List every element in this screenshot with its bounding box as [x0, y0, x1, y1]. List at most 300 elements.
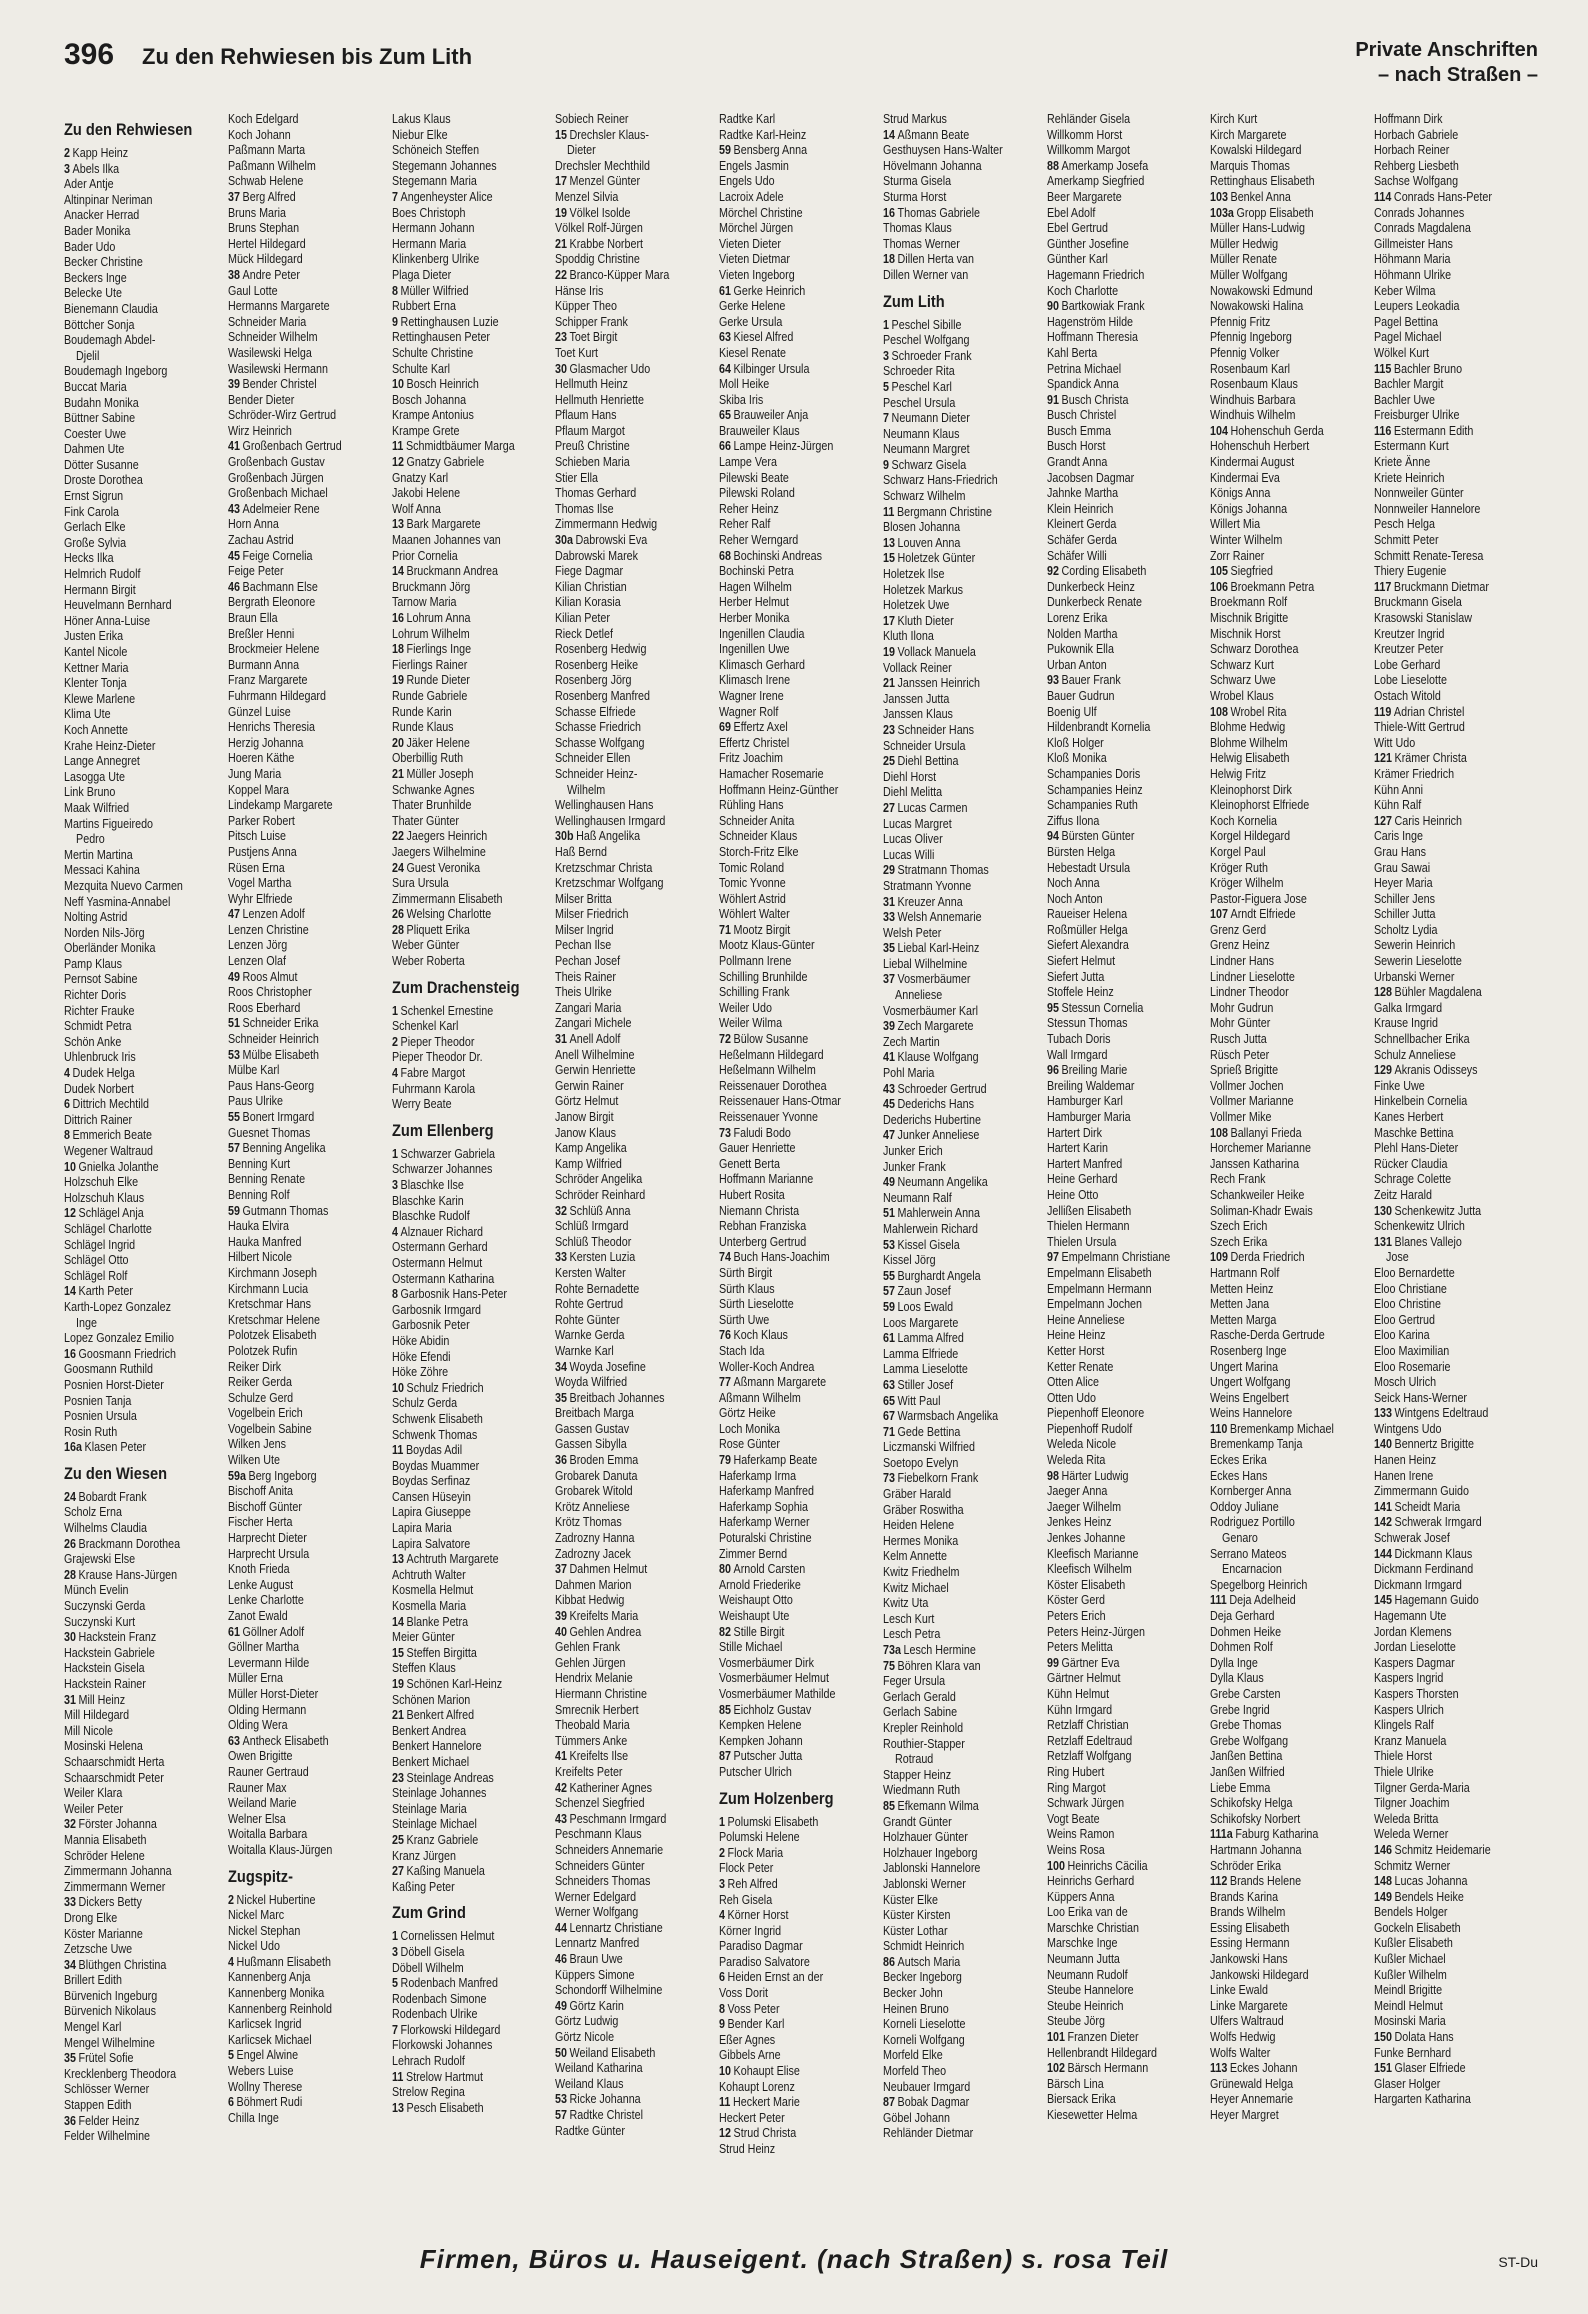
- resident-entry: [392, 1459, 551, 1475]
- resident-entry: [64, 754, 223, 770]
- street-heading: Zu den Rehwiesen: [64, 120, 193, 139]
- resident-entry: [1047, 1703, 1206, 1719]
- resident-entry: [555, 1827, 714, 1843]
- resident-entry: [883, 442, 1042, 458]
- resident-name: Ebel Gertrud: [1046, 221, 1108, 236]
- resident-name: Wölkel Kurt: [1374, 345, 1430, 360]
- resident-name: Bartkowiak Frank: [1061, 299, 1145, 314]
- resident-name: Göllner Adolf: [242, 1624, 304, 1639]
- resident-name: Rodenbach Manfred: [400, 1976, 498, 1991]
- resident-name: Roßmüller Helga: [1046, 922, 1128, 937]
- resident-entry: [555, 1593, 714, 1609]
- resident-entry: [1210, 658, 1369, 674]
- resident-name: Jablonski Werner: [882, 1876, 966, 1891]
- resident-name: Tilgner Joachim: [1374, 1796, 1450, 1811]
- resident-name: Königs Johanna: [1210, 501, 1288, 516]
- resident-name: Braun Ella: [227, 611, 278, 625]
- resident-entry: [64, 536, 223, 552]
- resident-entry: [64, 2051, 223, 2067]
- resident-name: Reh Alfred: [727, 1876, 778, 1891]
- resident-name: Olding Hermann: [227, 1702, 307, 1717]
- resident-entry: [1047, 2030, 1206, 2046]
- house-number: 23: [555, 330, 568, 345]
- house-number: 61: [227, 1624, 240, 1639]
- resident-entry: [1047, 985, 1206, 1001]
- resident-name: Rusch Jutta: [1210, 1032, 1268, 1047]
- resident-name: Siefert Alexandra: [1046, 938, 1129, 953]
- resident-entry: [392, 1082, 551, 1098]
- resident-entry: [1374, 1282, 1533, 1298]
- resident-name: Piepenhoff Rudolf: [1046, 1421, 1132, 1436]
- resident-entry: [1210, 1578, 1369, 1594]
- resident-name: Eloo Christiane: [1374, 1281, 1448, 1296]
- resident-name: Mohr Gudrun: [1210, 1000, 1274, 1015]
- resident-entry: [228, 2064, 387, 2080]
- resident-name: Horn Anna: [227, 517, 279, 532]
- resident-name: Krecklenberg Theodora: [64, 2066, 177, 2081]
- resident-name: Jenkes Johanne: [1046, 1531, 1125, 1546]
- resident-entry: [392, 829, 551, 845]
- resident-name: Rosenberg Heike: [555, 657, 639, 672]
- resident-name: Schröder Reinhard: [555, 1187, 646, 1202]
- resident-entry: [883, 1534, 1042, 1550]
- house-number: 129: [1374, 1063, 1393, 1078]
- resident-name: Chilla Inge: [227, 2110, 279, 2125]
- resident-name: Weishaupt Otto: [719, 1593, 794, 1608]
- resident-name: Küppers Anna: [1046, 1889, 1115, 1904]
- resident-name: Böhmert Rudi: [236, 2095, 303, 2110]
- resident-entry: [883, 1970, 1042, 1986]
- resident-name: Bauer Frank: [1061, 673, 1121, 688]
- house-number: 59: [227, 1203, 240, 1218]
- resident-entry: [392, 751, 551, 767]
- resident-entry: [1374, 1936, 1533, 1952]
- resident-entry: [1374, 2014, 1533, 2030]
- resident-entry: [228, 408, 387, 424]
- house-number: 43: [227, 501, 240, 516]
- resident-name: Mahlerwein Anna: [897, 1206, 980, 1221]
- resident-name: Gibbels Arne: [719, 2048, 781, 2063]
- resident-entry: [883, 614, 1042, 630]
- resident-entry: [719, 1531, 878, 1547]
- resident-entry: [228, 221, 387, 237]
- resident-entry: [1210, 611, 1369, 627]
- house-number: 13: [391, 517, 404, 532]
- resident-name: Vogt Beate: [1046, 1811, 1100, 1826]
- resident-entry: [555, 1968, 714, 1984]
- resident-entry: [392, 767, 551, 783]
- resident-entry: [64, 380, 223, 396]
- resident-entry: [1374, 923, 1533, 939]
- resident-name: Rohte Günter: [555, 1312, 620, 1327]
- resident-name: Theobald Maria: [555, 1718, 631, 1733]
- resident-name: Berg Alfred: [242, 189, 296, 204]
- resident-name: Vosmerbäumer Dirk: [719, 1655, 815, 1670]
- resident-entry: [1210, 1671, 1369, 1687]
- resident-entry: [1210, 2108, 1369, 2124]
- resident-name: Heyer Maria: [1374, 876, 1433, 891]
- resident-name: Grandt Anna: [1046, 455, 1108, 470]
- resident-entry: [555, 143, 719, 159]
- resident-entry: [883, 848, 1042, 864]
- resident-name: Louven Anna: [897, 535, 961, 550]
- resident-entry: [392, 861, 551, 877]
- resident-name: Kilian Korasia: [555, 595, 622, 610]
- resident-entry: [883, 252, 1042, 268]
- resident-name: Dohmen Rolf: [1210, 1640, 1274, 1655]
- resident-name: Raueiser Helena: [1046, 907, 1127, 922]
- resident-entry: [555, 424, 714, 440]
- resident-entry: [228, 284, 387, 300]
- resident-entry: [228, 159, 387, 175]
- resident-entry: [719, 1126, 878, 1142]
- resident-name: Kriete Heinrich: [1374, 470, 1445, 485]
- resident-entry: [1047, 1016, 1206, 1032]
- house-number: 11: [882, 504, 895, 519]
- resident-entry: [1210, 1406, 1369, 1422]
- resident-name: Maak Wilfried: [64, 800, 130, 815]
- resident-name: Essing Elisabeth: [1210, 1920, 1290, 1935]
- resident-entry: [1047, 1048, 1206, 1064]
- resident-name: Schmitt Peter: [1374, 533, 1439, 548]
- resident-name: Großenbach Michael: [227, 486, 328, 501]
- house-number: 85: [719, 1702, 732, 1717]
- resident-name: Schlägel Charlotte: [64, 1221, 152, 1236]
- resident-name: Diehl Horst: [882, 769, 937, 784]
- resident-entry: [228, 1157, 387, 1173]
- resident-entry: [64, 629, 223, 645]
- resident-name: Wolfs Walter: [1210, 2045, 1271, 2060]
- resident-entry: [1210, 1204, 1369, 1220]
- resident-entry: [555, 580, 714, 596]
- resident-name: Schneider Hans: [897, 722, 974, 737]
- resident-name: Budahn Monika: [64, 395, 139, 410]
- resident-entry: [555, 471, 714, 487]
- resident-entry: [1210, 362, 1369, 378]
- resident-name: Lindner Theodor: [1210, 985, 1290, 1000]
- resident-name: Emmerich Beate: [72, 1128, 153, 1143]
- resident-name: Gerlach Elke: [64, 520, 126, 535]
- resident-entry: [228, 736, 387, 752]
- resident-entry: [1210, 1235, 1369, 1251]
- resident-name: Amerkamp Siegfried: [1046, 174, 1145, 189]
- resident-name: Werry Beate: [391, 1097, 452, 1112]
- resident-entry: [1047, 689, 1206, 705]
- resident-entry: [883, 1877, 1042, 1893]
- resident-entry: [228, 580, 387, 596]
- directory-columns: [64, 112, 1538, 2230]
- resident-name: Garbosnik Hans-Peter: [400, 1287, 507, 1302]
- resident-entry: [883, 489, 1042, 505]
- resident-entry: [392, 1708, 551, 1724]
- resident-entry: [883, 2111, 1042, 2127]
- resident-entry: [555, 393, 714, 409]
- resident-entry: [1210, 1843, 1369, 1859]
- resident-name: Schneider Wilhelm: [227, 330, 318, 345]
- resident-entry: [1210, 1781, 1369, 1797]
- resident-entry: [392, 408, 551, 424]
- house-number: 63: [227, 1733, 240, 1748]
- house-number: 20: [391, 735, 404, 750]
- resident-entry: [719, 2111, 878, 2127]
- resident-name: Schaarschmidt Herta: [64, 1754, 165, 1769]
- resident-entry: [64, 193, 223, 209]
- resident-entry: [1374, 1609, 1533, 1625]
- resident-entry: [392, 642, 551, 658]
- resident-name: Dillen Herta van: [897, 252, 974, 267]
- resident-name: Bark Margarete: [406, 517, 481, 532]
- resident-entry: [1047, 845, 1206, 861]
- resident-name: Boenig Ulf: [1046, 704, 1097, 719]
- resident-entry: [719, 2064, 878, 2080]
- resident-entry: [883, 1596, 1042, 1612]
- resident-entry: [719, 1001, 878, 1017]
- resident-entry: [392, 2023, 551, 2039]
- resident-name: Beer Margarete: [1046, 189, 1122, 204]
- resident-name: Pieper Theodor: [400, 1034, 475, 1049]
- resident-name: Buccat Maria: [64, 379, 127, 394]
- resident-entry: [1047, 393, 1206, 409]
- house-number: 7: [882, 411, 889, 426]
- resident-entry: [64, 1097, 223, 1113]
- resident-name: Henrichs Theresia: [227, 720, 315, 735]
- resident-name: Kühn Anni: [1374, 782, 1424, 797]
- house-number: 23: [391, 1770, 404, 1785]
- resident-entry: [883, 427, 1042, 443]
- resident-entry: [555, 362, 714, 378]
- resident-name: Korneli Wolfgang: [882, 2032, 965, 2047]
- resident-name: Gnatzy Gabriele: [406, 455, 484, 470]
- resident-entry: [555, 907, 714, 923]
- resident-name: Sewerin Lieselotte: [1374, 954, 1463, 969]
- resident-name: Krampe Antonius: [391, 408, 474, 423]
- resident-name: Benkel Anna: [1230, 189, 1292, 204]
- house-number: 32: [64, 1817, 76, 1832]
- resident-name: Andre Peter: [242, 267, 300, 282]
- resident-name: Dylla Klaus: [1210, 1671, 1265, 1686]
- resident-name: Gehlen Andrea: [569, 1624, 642, 1639]
- page-header: [64, 38, 1538, 108]
- resident-entry: [1374, 954, 1533, 970]
- resident-name: Adelmeier Rene: [242, 501, 320, 516]
- resident-entry: [883, 1019, 1042, 1035]
- resident-entry: [1210, 237, 1369, 253]
- resident-name: Kluth Ilona: [882, 629, 934, 644]
- house-number: 91: [1046, 392, 1059, 407]
- resident-name: Lenke August: [227, 1577, 293, 1592]
- resident-entry: [64, 1927, 223, 1943]
- resident-name: Nowakowski Edmund: [1210, 283, 1314, 298]
- resident-name: Steube Hannelore: [1046, 1983, 1134, 1998]
- resident-entry: [392, 424, 551, 440]
- resident-entry: [1374, 2061, 1533, 2077]
- resident-name: Stratmann Yvonne: [882, 878, 972, 893]
- resident-name: Kleinophorst Dirk: [1210, 782, 1293, 797]
- resident-entry: [392, 471, 551, 487]
- resident-name: Weiland Klaus: [555, 2076, 624, 2091]
- resident-entry: [64, 739, 223, 755]
- resident-entry: [883, 1316, 1042, 1332]
- resident-name: Bürsten Günter: [1061, 829, 1135, 844]
- resident-entry: [1374, 1718, 1533, 1734]
- resident-name: Pfennig Ingeborg: [1210, 330, 1293, 345]
- resident-entry: [1047, 1422, 1206, 1438]
- resident-name: Heßelmann Hildegard: [719, 1047, 824, 1062]
- resident-name: Karlicsek Ingrid: [227, 2017, 302, 2032]
- resident-entry: [1047, 1188, 1206, 1204]
- house-number: 61: [719, 283, 732, 298]
- resident-name: Aßmann Wilhelm: [719, 1390, 801, 1405]
- resident-entry: [555, 1469, 714, 1485]
- resident-name: Aßmann Margarete: [733, 1375, 827, 1390]
- resident-entry: [1210, 892, 1369, 908]
- resident-entry: [1047, 1562, 1206, 1578]
- resident-entry: [1374, 455, 1533, 471]
- resident-name: Kaßing Peter: [391, 1879, 455, 1894]
- resident-name: Karth Peter: [78, 1284, 133, 1299]
- directory-column: [1047, 112, 1211, 2230]
- resident-entry: [555, 533, 714, 549]
- resident-entry: [1374, 1313, 1533, 1329]
- resident-entry: [1047, 611, 1206, 627]
- resident-name: Seick Hans-Werner: [1374, 1390, 1468, 1405]
- resident-name: Lakus Klaus: [391, 112, 451, 126]
- resident-entry: [1374, 1422, 1533, 1438]
- resident-name: Blosen Johanna: [882, 520, 961, 535]
- resident-entry: [1047, 1032, 1206, 1048]
- resident-name: Ulfers Waltraud: [1210, 2014, 1285, 2029]
- resident-name: Willert Mia: [1210, 517, 1261, 532]
- resident-entry: [555, 642, 714, 658]
- resident-entry: [64, 1191, 223, 1207]
- resident-entry: [719, 1282, 878, 1298]
- resident-entry: [883, 1503, 1042, 1519]
- resident-entry: [228, 143, 387, 159]
- house-number: 21: [391, 766, 404, 781]
- resident-name: Schulte Christine: [391, 345, 473, 360]
- resident-entry: [392, 1786, 551, 1802]
- resident-name: Lohrum Wilhelm: [391, 626, 470, 641]
- resident-name: Jose: [1386, 1250, 1409, 1265]
- resident-name: Günther Karl: [1046, 252, 1108, 267]
- resident-name: Wasilewski Hermann: [227, 361, 328, 376]
- resident-entry: [228, 1094, 387, 1110]
- resident-name: Schroeder Frank: [891, 348, 972, 363]
- resident-entry: [228, 1547, 387, 1563]
- resident-entry: [64, 286, 223, 302]
- resident-name: Skiba Iris: [719, 392, 764, 407]
- resident-entry: [555, 1063, 714, 1079]
- resident-name: Janssen Heinrich: [897, 676, 980, 691]
- resident-entry: [64, 1175, 223, 1191]
- resident-name: Zimmermann Hedwig: [555, 517, 658, 532]
- resident-entry: [1210, 970, 1369, 986]
- house-number: 133: [1374, 1406, 1393, 1421]
- resident-entry: [1374, 595, 1533, 611]
- resident-entry: [1047, 1313, 1206, 1329]
- house-number: 40: [555, 1624, 568, 1639]
- resident-name: Hermes Monika: [882, 1533, 959, 1548]
- house-number: 1: [882, 317, 889, 332]
- resident-name: Knoth Frieda: [227, 1562, 290, 1577]
- resident-entry: [555, 1344, 714, 1360]
- resident-entry: [1374, 1391, 1533, 1407]
- resident-entry: [719, 1687, 878, 1703]
- house-number: 15: [391, 1645, 404, 1660]
- resident-entry: [883, 143, 1042, 159]
- resident-name: Peschel Karl: [891, 379, 952, 394]
- resident-entry: [1210, 1219, 1369, 1235]
- house-number: 35: [882, 941, 895, 956]
- resident-entry: [719, 1328, 878, 1344]
- house-number: 73: [882, 1471, 895, 1486]
- resident-entry: [555, 1625, 714, 1641]
- resident-name: Goosmann Ruthild: [64, 1362, 154, 1377]
- resident-name: Kirch Kurt: [1210, 112, 1258, 126]
- resident-entry: [228, 1593, 387, 1609]
- resident-entry: [883, 910, 1042, 926]
- resident-name: Böttcher Sonja: [64, 317, 135, 332]
- resident-name: Eckes Hans: [1210, 1468, 1268, 1483]
- resident-entry: [1210, 1890, 1369, 1906]
- resident-entry: [719, 1406, 878, 1422]
- resident-name: Feige Cornelia: [242, 548, 313, 563]
- resident-entry: [719, 1172, 878, 1188]
- resident-name: Bischoff Anita: [227, 1484, 293, 1499]
- resident-entry: [64, 1708, 223, 1724]
- resident-entry: [883, 941, 1042, 957]
- resident-entry: [64, 941, 223, 957]
- resident-name: Radtke Günter: [555, 2123, 626, 2138]
- house-number: 13: [391, 2100, 404, 2115]
- resident-name: Haferkamp Irma: [719, 1468, 797, 1483]
- section-title: [1355, 38, 1538, 88]
- resident-entry: [883, 972, 1042, 988]
- resident-name: Glaser Elfriede: [1394, 2061, 1466, 2076]
- resident-name: Zimmermann Johanna: [64, 1864, 172, 1879]
- resident-entry: [719, 346, 878, 362]
- resident-entry: [719, 1422, 878, 1438]
- resident-name: Breitbach Johannes: [569, 1390, 665, 1405]
- resident-entry: [883, 739, 1042, 755]
- resident-entry: [64, 785, 223, 801]
- resident-name: Pfennig Fritz: [1210, 314, 1271, 329]
- resident-name: Dickmann Klaus: [1394, 1546, 1473, 1561]
- resident-name: Burmann Anna: [227, 657, 299, 672]
- resident-name: Droste Dorothea: [64, 473, 143, 488]
- resident-entry: [883, 206, 1042, 222]
- resident-name: Runde Klaus: [391, 720, 454, 735]
- house-number: 63: [719, 330, 732, 345]
- house-number: 39: [882, 1019, 895, 1034]
- resident-entry: [228, 1297, 387, 1313]
- house-number: 82: [719, 1624, 732, 1639]
- resident-entry: [228, 1048, 387, 1064]
- resident-name: Wall Irmgard: [1046, 1047, 1108, 1062]
- resident-name: Wasilewski Helga: [227, 345, 312, 360]
- resident-entry: [719, 938, 878, 954]
- resident-entry: [64, 302, 223, 318]
- resident-entry: [555, 1422, 714, 1438]
- resident-entry: [883, 1144, 1042, 1160]
- resident-name: Uhlenbruck Iris: [64, 1050, 136, 1065]
- resident-name: Gerke Heinrich: [733, 283, 806, 298]
- resident-entry: [392, 174, 551, 190]
- house-number: 14: [64, 1284, 76, 1299]
- resident-entry: [64, 863, 223, 879]
- resident-entry: [1374, 1172, 1533, 1188]
- house-number: 8: [64, 1128, 70, 1143]
